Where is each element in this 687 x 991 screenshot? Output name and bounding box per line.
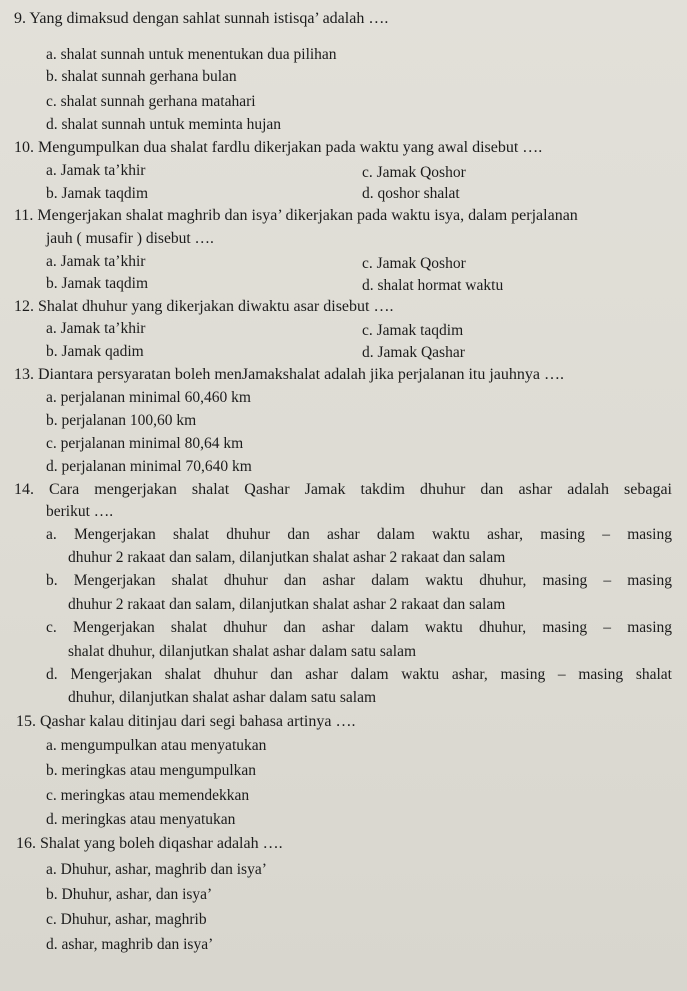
option-15a: a. mengumpulkan atau menyatukan: [46, 737, 267, 754]
option-11b: b. Jamak taqdim: [46, 275, 149, 292]
option-10a: a. Jamak ta’khir: [46, 162, 146, 179]
question-16: 16. Shalat yang boleh diqashar adalah ….: [16, 835, 283, 852]
option-10d: d. qoshor shalat: [362, 185, 460, 202]
question-14-continued: berikut ….: [46, 503, 114, 520]
option-14a-continued: dhuhur 2 rakaat dan salam, dilanjutkan shalat ashar 2 rakaat dan salam: [68, 549, 506, 566]
option-9c: c. shalat sunnah gerhana matahari: [46, 93, 256, 110]
option-11d: d. shalat hormat waktu: [362, 277, 504, 294]
option-15c: c. meringkas atau memendekkan: [46, 787, 250, 804]
question-13: 13. Diantara persyaratan boleh menJamakshalat adalah jika perjalanan itu jauhnya ….: [14, 366, 565, 383]
option-14a: a. Mengerjakan shalat dhuhur dan ashar dalam waktu ashar, masing – masing: [46, 526, 672, 543]
option-16c: c. Dhuhur, ashar, maghrib: [46, 911, 207, 928]
question-11: 11. Mengerjakan shalat maghrib dan isya’ dikerjakan pada waktu isya, dalam perjalanan: [14, 207, 578, 224]
option-15b: b. meringkas atau mengumpulkan: [46, 762, 257, 779]
question-14: 14. Cara mengerjakan shalat Qashar Jamak takdim dhuhur dan ashar adalah sebagai: [14, 481, 672, 498]
option-9b: b. shalat sunnah gerhana bulan: [46, 68, 237, 85]
option-12b: b. Jamak qadim: [46, 343, 144, 360]
question-15: 15. Qashar kalau ditinjau dari segi bahasa artinya ….: [16, 713, 356, 730]
option-12d: d. Jamak Qashar: [362, 344, 465, 361]
option-14b: b. Mengerjakan shalat dhuhur dan ashar dalam waktu dhuhur, masing – masing: [46, 572, 672, 589]
question-10: 10. Mengumpulkan dua shalat fardlu dikerjakan pada waktu yang awal disebut ….: [14, 139, 543, 156]
option-16a: a. Dhuhur, ashar, maghrib dan isya’: [46, 861, 267, 878]
option-12c: c. Jamak taqdim: [362, 322, 464, 339]
option-14c: c. Mengerjakan shalat dhuhur dan ashar dalam waktu dhuhur, masing – masing: [46, 619, 672, 636]
question-11-continued: jauh ( musafir ) disebut ….: [46, 230, 214, 247]
option-14d: d. Mengerjakan shalat dhuhur dan ashar dalam waktu ashar, masing – masing shalat: [46, 666, 672, 683]
option-13c: c. perjalanan minimal 80,64 km: [46, 435, 244, 452]
option-16d: d. ashar, maghrib dan isya’: [46, 936, 214, 953]
option-16b: b. Dhuhur, ashar, dan isya’: [46, 886, 213, 903]
option-9a: a. shalat sunnah untuk menentukan dua pilihan: [46, 46, 337, 63]
option-12a: a. Jamak ta’khir: [46, 320, 146, 337]
option-14c-continued: shalat dhuhur, dilanjutkan shalat ashar dalam satu salam: [68, 643, 417, 660]
option-13a: a. perjalanan minimal 60,460 km: [46, 389, 251, 406]
option-9d: d. shalat sunnah untuk meminta hujan: [46, 116, 282, 133]
option-11a: a. Jamak ta’khir: [46, 253, 146, 270]
option-15d: d. meringkas atau menyatukan: [46, 811, 236, 828]
option-10b: b. Jamak taqdim: [46, 185, 149, 202]
question-9: 9. Yang dimaksud dengan sahlat sunnah istisqa’ adalah ….: [14, 10, 389, 27]
option-10c: c. Jamak Qoshor: [362, 164, 466, 181]
option-13b: b. perjalanan 100,60 km: [46, 412, 197, 429]
question-12: 12. Shalat dhuhur yang dikerjakan diwaktu asar disebut ….: [14, 298, 394, 315]
option-13d: d. perjalanan minimal 70,640 km: [46, 458, 252, 475]
option-11c: c. Jamak Qoshor: [362, 255, 466, 272]
option-14d-continued: dhuhur, dilanjutkan shalat ashar dalam satu salam: [68, 689, 377, 706]
option-14b-continued: dhuhur 2 rakaat dan salam, dilanjutkan shalat ashar 2 rakaat dan salam: [68, 596, 506, 613]
